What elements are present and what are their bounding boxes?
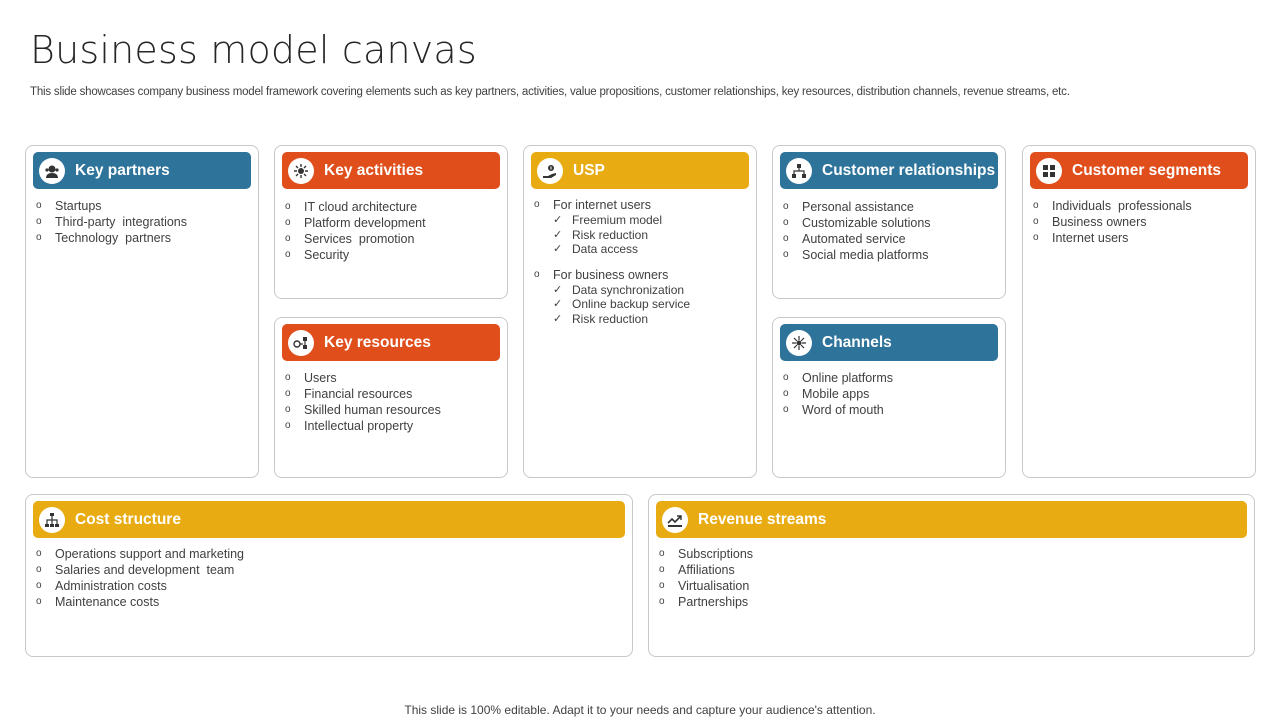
list-item: o Partnerships — [659, 595, 749, 609]
revenue-streams-list — [659, 546, 1248, 610]
activities-icon — [288, 158, 314, 184]
customer-relationships-list — [783, 199, 999, 263]
list-item: o Technology partners — [36, 231, 172, 245]
list-item: o Salaries and development team — [36, 563, 235, 577]
list-item: o Personal assistance — [783, 200, 914, 214]
list-item: o Startups — [36, 199, 102, 213]
list-item: o Third-party integrations — [36, 215, 188, 229]
list-item: o IT cloud architecture — [285, 200, 418, 214]
key-resources-card — [274, 317, 508, 478]
partners-icon — [39, 158, 65, 184]
list-item: o Services promotion — [285, 232, 415, 246]
cost-structure-header — [33, 501, 625, 538]
list-item: o Word of mouth — [783, 403, 884, 417]
key-partners-header — [33, 152, 251, 189]
cost-structure-list — [36, 546, 626, 610]
page-subtitle: This slide showcases company business model framework covering elements such as key partners, activities, value propositions, customer relationships, key resources, distribution channels, revenue streams, etc. — [30, 86, 1070, 98]
customer-relationships-header — [780, 152, 998, 189]
key-activities-card — [274, 145, 508, 299]
channels-header — [780, 324, 998, 361]
list-item: ✓ Freemium model — [553, 213, 663, 227]
customer-segments-title: Customer segments — [1072, 161, 1222, 179]
customer-relationships-title: Customer relationships — [822, 161, 996, 179]
channels-title: Channels — [822, 333, 892, 351]
list-item: o Individuals professionals — [1033, 199, 1192, 213]
customer-segments-card — [1022, 145, 1256, 478]
list-item: o Affiliations — [659, 563, 735, 577]
list-item: o Automated service — [783, 232, 906, 246]
revenue-streams-title: Revenue streams — [698, 510, 827, 528]
key-activities-title: Key activities — [324, 161, 424, 179]
channels-icon — [786, 330, 812, 356]
list-item: o Operations support and marketing — [36, 547, 244, 561]
list-item: ✓ Data synchronization — [553, 282, 685, 297]
list-item: ✓ Data access — [553, 242, 639, 256]
key-resources-list — [285, 370, 501, 434]
customer-relationships-card — [772, 145, 1006, 299]
list-item: ✓ Risk reduction — [553, 311, 649, 326]
resources-icon — [288, 330, 314, 356]
list-item: o Internet users — [1033, 231, 1129, 245]
list-item: o Subscriptions — [659, 547, 754, 561]
usp-header — [531, 152, 749, 189]
cost-icon — [39, 507, 65, 533]
revenue-icon — [662, 507, 688, 533]
usp-card — [523, 145, 757, 478]
list-item: ✓ Online backup service — [553, 297, 691, 311]
cost-structure-card — [25, 494, 633, 657]
list-item: ✓ Risk reduction — [553, 227, 649, 242]
key-resources-title: Key resources — [324, 333, 431, 351]
segments-icon — [1036, 158, 1062, 184]
list-item: o Customizable solutions — [783, 216, 931, 230]
list-item: o Mobile apps — [783, 387, 870, 401]
key-partners-title: Key partners — [75, 161, 170, 179]
key-activities-header — [282, 152, 500, 189]
revenue-streams-header — [656, 501, 1247, 538]
usp-group-internet-users: o For internet users ✓ Freemium model ✓ Risk reduction ✓ Data access — [534, 197, 750, 257]
usp-title: USP — [573, 161, 605, 179]
list-item: o Financial resources — [285, 387, 413, 401]
list-item: o Business owners — [1033, 215, 1147, 229]
list-item: o Platform development — [285, 216, 426, 230]
list-item: o Social media platforms — [783, 248, 929, 262]
channels-card — [772, 317, 1006, 478]
usp-list — [534, 197, 750, 335]
list-item: o Online platforms — [783, 371, 894, 385]
key-partners-card — [25, 145, 259, 478]
channels-list — [783, 370, 999, 418]
revenue-streams-card — [648, 494, 1255, 657]
list-item: o Skilled human resources — [285, 403, 441, 417]
relationships-icon — [786, 158, 812, 184]
key-resources-header — [282, 324, 500, 361]
list-item: o Administration costs — [36, 579, 167, 593]
list-item: o Maintenance costs — [36, 595, 160, 609]
key-activities-list — [285, 199, 501, 263]
list-item: o Users — [285, 371, 337, 385]
usp-group-business-owners: o For business owners ✓ Data synchronization ✓ Online backup service ✓ Risk reduction — [534, 267, 750, 327]
footer-note: This slide is 100% editable. Adapt it to your needs and capture your audience's attention. — [404, 703, 876, 717]
page-title: Business model canvas — [30, 28, 477, 72]
customer-segments-list — [1033, 198, 1249, 246]
list-item: o Security — [285, 248, 350, 262]
list-item: o Intellectual property — [285, 419, 414, 433]
list-item: o Virtualisation — [659, 579, 750, 593]
key-partners-list — [36, 198, 252, 246]
usp-icon — [537, 158, 563, 184]
cost-structure-title: Cost structure — [75, 510, 181, 528]
customer-segments-header — [1030, 152, 1248, 189]
